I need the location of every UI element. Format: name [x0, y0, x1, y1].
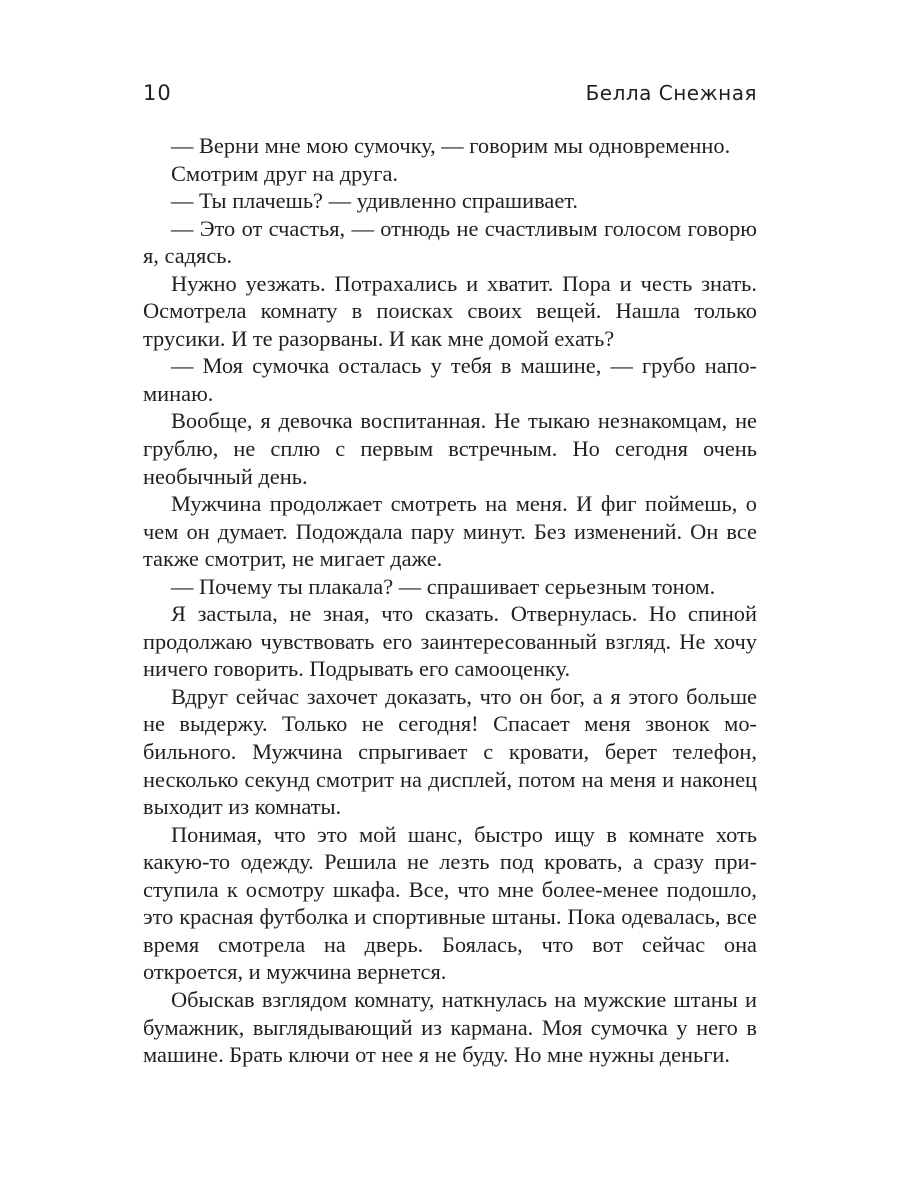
page-header: [143, 78, 757, 108]
paragraph: — Верни мне мою сумочку, — говорим мы одновременно.: [171, 133, 731, 158]
paragraph: — Моя сумочка осталась у тебя в машине, — грубо напоминаю.: [143, 353, 757, 406]
paragraph: Смотрим друг на друга.: [171, 160, 399, 186]
paragraph: — Ты плачешь? — удивленно спрашивает.: [171, 188, 578, 214]
paragraph: Я застыла, не зная, что сказать. Отвернулась. Но спиной продолжаю чувствовать его заинтересованный взгляд. Не хочу ничего говорить. Подрывать его самооценку.: [143, 601, 757, 682]
paragraph: — Почему ты плакала? — спрашивает серьезным тоном.: [171, 573, 716, 599]
page-number: 10: [143, 81, 172, 105]
paragraph: — Это от счастья, — отнюдь не счастливым голосом говорю я, садясь.: [143, 215, 757, 269]
running-head-author: Белла Снежная: [585, 81, 757, 105]
paragraph: Вообще, я девочка воспитанная. Не тыкаю незнакомцам, не грублю, не сплю с первым встречным. Но сегодня очень необычный день.: [143, 408, 757, 489]
paragraph: Нужно уезжать. Потрахались и хватит. Пора и честь знать. Осмотрела комнату в поисках своих вещей. Нашла только трусики. И те разорваны. И как мне домой ехать?: [143, 270, 757, 351]
paragraph: Вдруг сейчас захочет доказать, что он бог, а я этого больше не выдержу. Только не сегодня! Спасает меня звонок мобильного. Мужчина спрыгивает с кровати, берет телефон, несколько секунд смотрит на дисплей, потом на меня и наконец выходит из комнаты.: [143, 683, 757, 820]
paragraph: Мужчина продолжает смотреть на меня. И фиг поймешь, о чем он думает. Подождала пару минут. Без изменений. Он все также смотрит, не мигает даже.: [143, 491, 757, 572]
book-text: [143, 132, 757, 1069]
paragraph: Понимая, что это мой шанс, быстро ищу в комнате хоть какую-то одежду. Решила не лезть под кровать, а сразу приступила к осмотру шкафа. Все, что мне более-менее подошло, это красная футболка и спортивные штаны. Пока одевалась, все время смотрела на дверь. Боялась, что вот сейчас она откроется, и мужчина вернется.: [143, 821, 757, 985]
paragraph: Обыскав взглядом комнату, наткнулась на мужские штаны и бумажник, выглядывающий из кармана. Моя сумочка у него в машине. Брать ключи от нее я не буду. Но мне нужны деньги.: [143, 986, 757, 1068]
